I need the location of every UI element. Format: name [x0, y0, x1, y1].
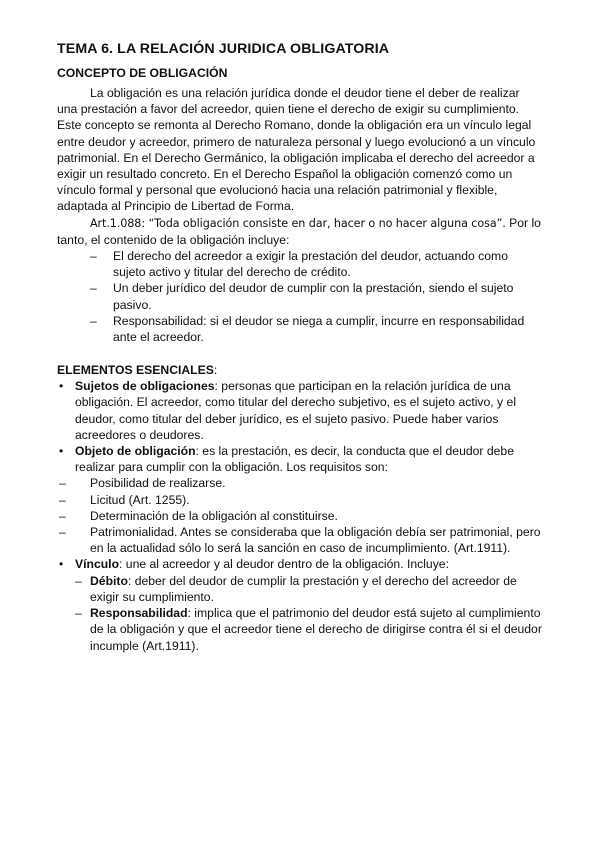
list-item-text: Responsabilidad: si el deudor se niega a cumplir, incurre en responsabilidad ante el acreedor.: [113, 313, 525, 345]
concepto-list: [57, 248, 543, 345]
list-item: [75, 573, 543, 605]
debito-text: : deber del deudor de cumplir la prestación y el derecho del acreedor de exigir su cumplimiento.: [90, 573, 517, 604]
list-item-text: Determinación de la obligación al constituirse.: [90, 508, 338, 523]
section-heading-concepto: CONCEPTO DE OBLIGACIÓN: [57, 66, 228, 80]
elementos-list-cont: [57, 556, 543, 653]
list-item-text: El derecho del acreedor a exigir la prestación del deudor, actuando como sujeto activo y titular del derecho de crédito.: [113, 249, 508, 280]
term-objeto: Objeto de obligación: [75, 444, 196, 459]
dash-marker: –: [59, 525, 66, 540]
list-item: [57, 248, 543, 280]
concepto-paragraph: La obligación es una relación jurídica donde el deudor tiene el deber de realizar una prestación a favor del acreedor, quien tiene el derecho de exigir su cumplimiento. Este concepto se remonta al Derecho Romano, donde la obligación era un vínculo legal entre deudor y acreedor, primero de naturaleza personal y luego evolucionó a un vínculo patrimonial. En el Derecho Germánico, la obligación implicaba el derecho del acreedor a exigir un resultado concreto. En el Derecho Español la obligación comenzó como un vínculo formal y personal que evolucionó hacia una relación patrimonial y flexible, adaptada al Principio de Libertad de Forma.: [57, 86, 536, 214]
list-item: [57, 492, 543, 508]
list-item: [57, 313, 543, 345]
section-heading-elementos: ELEMENTOS ESENCIALES:: [57, 363, 218, 378]
list-item: [57, 508, 543, 524]
list-item-text: Un deber jurídico del deudor de cumplir con la prestación, siendo el sujeto pasivo.: [113, 281, 514, 312]
dash-marker: –: [75, 573, 82, 588]
list-item-vinculo: [57, 556, 543, 653]
list-item: [57, 280, 543, 312]
list-item: [57, 524, 543, 556]
document-page: [57, 40, 543, 654]
term-vinculo: Vínculo: [75, 557, 120, 572]
article-paragraph: [57, 215, 543, 248]
term-sujetos: Sujetos de obligaciones: [75, 379, 215, 394]
dash-marker: –: [59, 508, 66, 523]
list-item-objeto: [57, 443, 543, 475]
dash-marker: –: [75, 606, 82, 621]
bullet-marker: •: [59, 444, 64, 459]
dash-marker: –: [59, 476, 66, 491]
term-debito: Débito: [90, 573, 128, 588]
article-quote: Art.1.088: “Toda obligación consiste en dar, hacer o no hacer alguna cosa”.: [90, 216, 506, 230]
dash-marker: –: [90, 249, 97, 264]
dash-marker: –: [90, 281, 97, 296]
article-rest: Por lo tanto, el contenido de la obligación incluye:: [57, 215, 541, 247]
elementos-list: [57, 378, 543, 475]
dash-marker: –: [59, 492, 66, 507]
list-item-text: Licitud (Art. 1255).: [90, 492, 190, 507]
responsabilidad-text: : implica que el patrimonio del deudor está sujeto al cumplimiento de la obligación y que el acreedor tiene el derecho de dirigirse contra él si el deudor incumple (Art.1911).: [90, 606, 542, 653]
list-item-text: Patrimonialidad. Antes se consideraba que la obligación debía ser patrimonial, pero en la actualidad sólo lo será la sanción en caso de incumplimiento. (Art.1911).: [90, 525, 541, 556]
sujetos-text: : personas que participan en la relación jurídica de una obligación. El acreedor, como titular del derecho subjetivo, es el sujeto activo, y el deudor, como titular del deber jurídico, es el sujeto pasivo. Puede haber varios acreedores o deudores.: [75, 379, 517, 442]
vinculo-list: [75, 573, 543, 654]
list-item: [57, 475, 543, 491]
list-item-text: Posibilidad de realizarse.: [90, 476, 226, 491]
term-responsabilidad: Responsabilidad: [90, 606, 188, 621]
document-title: TEMA 6. LA RELACIÓN JURIDICA OBLIGATORIA: [57, 41, 390, 57]
objeto-text: : es la prestación, es decir, la conducta que el deudor debe realizar para cumplir con la obligación. Los requisitos son:: [75, 444, 514, 475]
bullet-marker: •: [59, 557, 64, 572]
list-item: [75, 605, 543, 654]
requisitos-list: [57, 475, 543, 556]
bullet-marker: •: [59, 379, 64, 394]
vinculo-text: : une al acreedor y al deudor dentro de la obligación. Incluye:: [119, 557, 449, 572]
dash-marker: –: [90, 313, 97, 328]
list-item-sujetos: [57, 378, 543, 443]
